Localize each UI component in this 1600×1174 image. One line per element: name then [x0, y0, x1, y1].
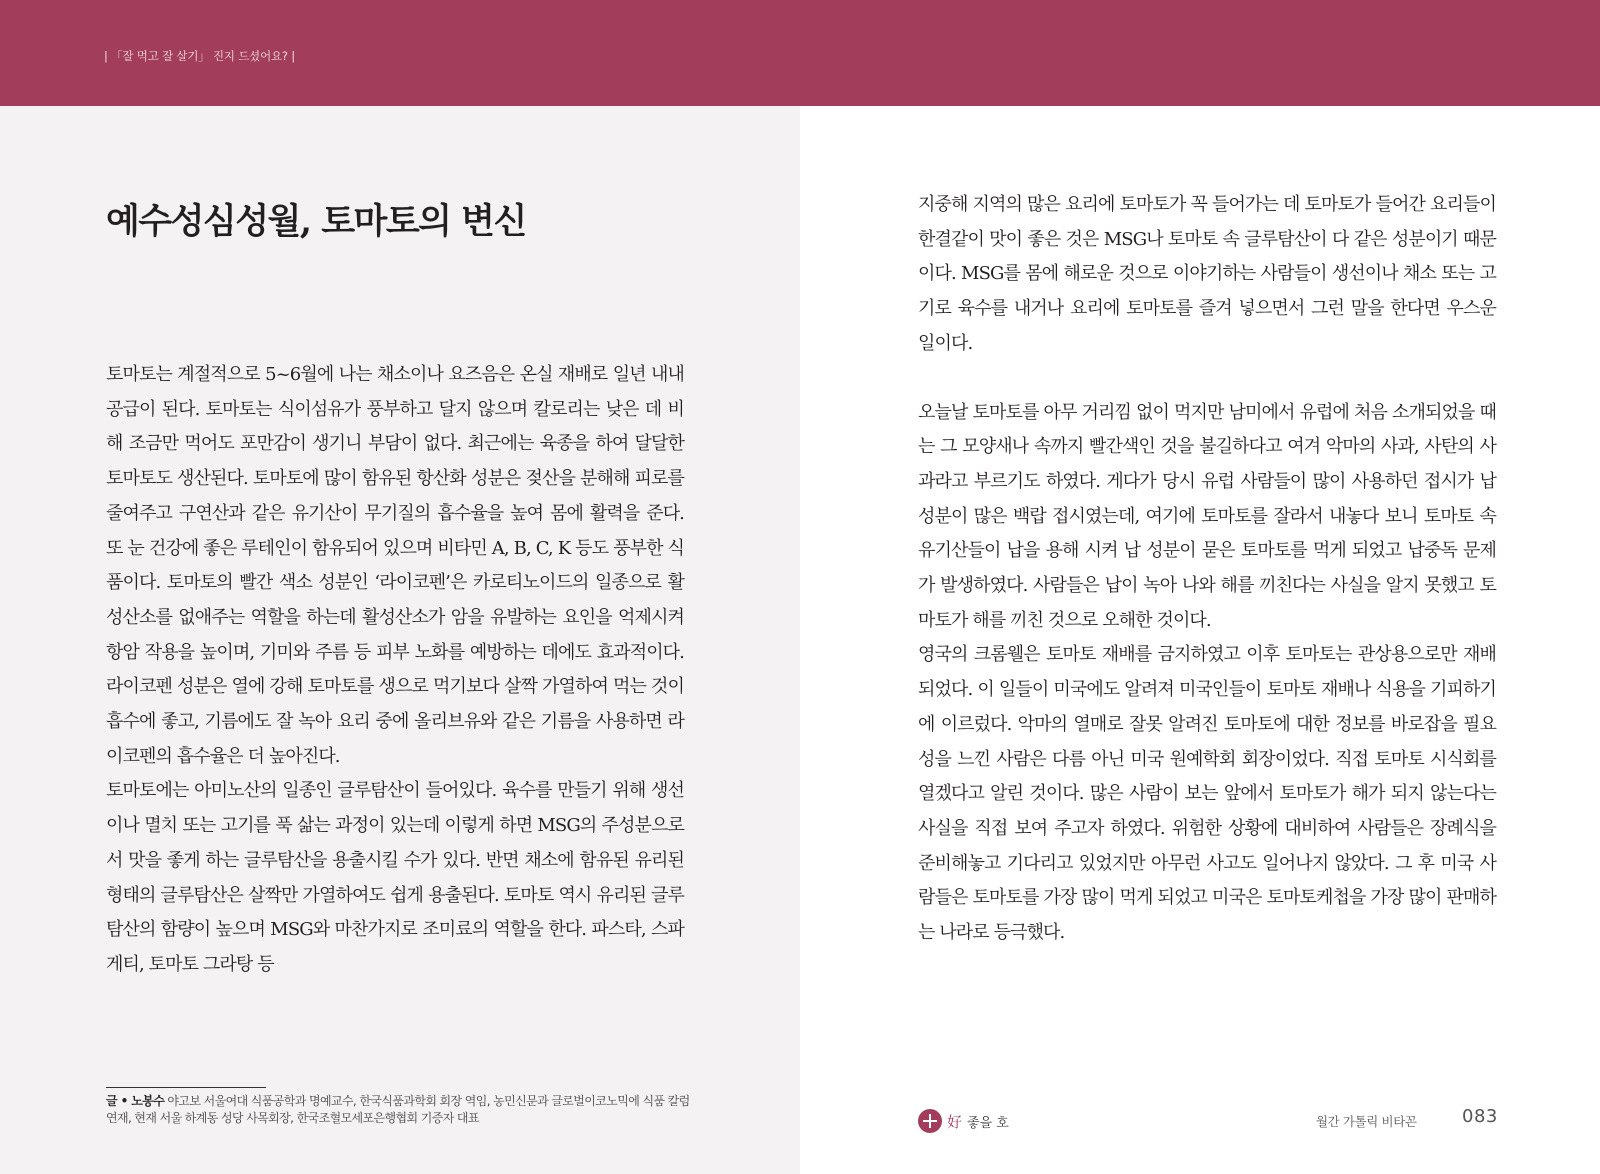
author-footnote: [106, 1093, 696, 1127]
paragraph: 지중해 지역의 많은 요리에 토마토가 꼭 들어가는 데 토마토가 들어간 요리들이 한결같이 맛이 좋은 것은 MSG나 토마토 속 글루탐산이 다 같은 성분이기 때문이다. MSG를 몸에 해로운 것으로 이야기하는 사람들이 생선이나 채소 또는 고기로 육수를 내거나 요리에 토마토를 즐겨 넣으면서 그런 말을 한다면 우스운 일이다.: [918, 194, 1496, 354]
page-number: 083: [1462, 1106, 1498, 1127]
section-name: 좋을 호: [967, 1115, 1009, 1131]
left-column: [106, 358, 684, 983]
running-title: | 「잘 먹고 잘 살기」 진지 드셨어요? |: [104, 49, 295, 63]
paragraph: 토마토는 계절적으로 5~6월에 나는 채소이나 요즈음은 온실 재배로 일년 내내 공급이 된다. 토마토는 식이섬유가 풍부하고 달지 않으며 칼로리는 낮은 데 비해 조금만 먹어도 포만감이 생기니 부담이 없다. 최근에는 육종을 하여 달달한 토마토도 생산된다. 토마토에 많이 함유된 항산화 성분은 젖산을 분해해 피로를 줄여주고 구연산과 같은 유기산이 무기질의 흡수율을 높여 몸에 활력을 준다. 또 눈 건강에 좋은 루테인이 함유되어 있으며 비타민 A, B, C, K 등도 풍부한 식품이다. 토마토의 빨간 색소 성분인 ‘라이코펜’은 카로티노이드의 일종으로 활성산소를 없애주는 역할을 하는데 활성산소가 암을 유발하는 요인을 억제시켜 항암 작용을 높이며, 기미와 주름 등 피부 노화를 예방하는 데에도 효과적이다. 라이코펜 성분은 열에 강해 토마토를 생으로 먹기보다 살짝 가열하여 먹는 것이 흡수에 좋고, 기름에도 잘 녹아 요리 중에 올리브유와 같은 기름을 사용하면 라이코펜의 흡수율은 더 높아진다.: [106, 364, 684, 767]
header-band: [0, 0, 1600, 106]
right-column: [918, 188, 1496, 951]
author-bio: 야고보 서울여대 식품공학과 명예교수, 한국식품과학회 회장 역임, 농민신문과 글로벌이코노믹에 식품 칼럼 연재, 현재 서울 하계동 성당 사목회장, 한국조혈모세포은행협회 기증자 대표: [106, 1094, 690, 1125]
paragraph: 오늘날 토마토를 아무 거리낌 없이 먹지만 남미에서 유럽에 처음 소개되었을 때는 그 모양새나 속까지 빨간색인 것을 불길하다고 여겨 악마의 사과, 사탄의 사과라고 부르기도 하였다. 게다가 당시 유럽 사람들이 많이 사용하던 접시가 납 성분이 많은 백랍 접시였는데, 여기에 토마토를 잘라서 내놓다 보니 토마토 속 유기산들이 납을 용해 시켜 납 성분이 묻은 토마토를 먹게 되었고 납중독 문제가 발생하였다. 사람들은 납이 녹아 나와 해를 끼친다는 사실을 알지 못했고 토마토가 해를 끼친 것으로 오해한 것이다.: [918, 401, 1496, 631]
article-title: 예수성심성월, 토마토의 변신: [106, 201, 526, 242]
magazine-name: 월간 가톨릭 비타꼰: [1316, 1114, 1417, 1129]
author-label: 글 • 노봉수: [106, 1094, 165, 1108]
paragraph: 토마토에는 아미노산의 일종인 글루탐산이 들어있다. 육수를 만들기 위해 생선이나 멸치 또는 고기를 푹 삶는 과정이 있는데 이렇게 하면 MSG의 주성분으로서 맛을 좋게 하는 글루탐산을 용출시킬 수가 있다. 반면 채소에 함유된 유리된 형태의 글루탐산은 살짝만 가열하여도 쉽게 용출된다. 토마토 역시 유리된 글루탐산의 함량이 높으며 MSG와 마찬가지로 조미료의 역할을 한다. 파스타, 스파게티, 토마토 그라탕 등: [106, 780, 684, 975]
plus-circle-icon: [918, 1109, 942, 1133]
section-mark: [918, 1108, 1009, 1134]
paragraph: 영국의 크롬웰은 토마토 재배를 금지하였고 이후 토마토는 관상용으로만 재배되었다. 이 일들이 미국에도 알려져 미국인들이 토마토 재배나 식용을 기피하기에 이르렀다. 악마의 열매로 잘못 알려진 토마토에 대한 정보를 바로잡을 필요성을 느낀 사람은 다름 아닌 미국 원예학회 회장이었다. 직접 토마토 시식회를 열겠다고 알린 것이다. 많은 사람이 보는 앞에서 토마토가 해가 되지 않는다는 사실을 직접 보여 주고자 하였다. 위험한 상황에 대비하여 사람들은 장례식을 준비해놓고 기다리고 있었지만 아무런 사고도 일어나지 않았다. 그 후 미국 사람들은 토마토를 가장 많이 먹게 되었고 미국은 토마토케첩을 가장 많이 판매하는 나라로 등극했다.: [918, 644, 1496, 944]
section-hanja: 好: [947, 1112, 963, 1131]
footnote-divider: [106, 1087, 266, 1088]
